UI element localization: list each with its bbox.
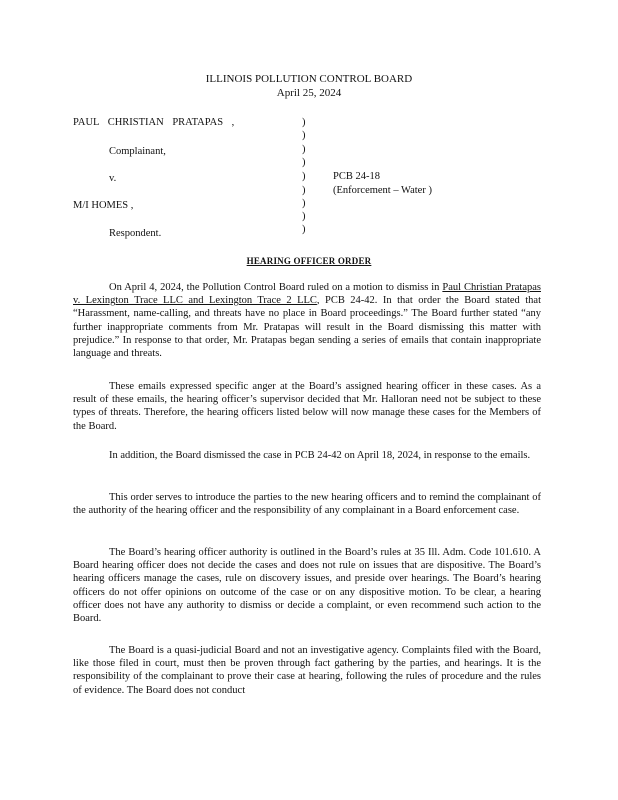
caption-paren: ) (302, 117, 306, 128)
versus-label: v. (109, 173, 117, 184)
agency-name: ILLINOIS POLLUTION CONTROL BOARD (205, 73, 413, 85)
order-title: HEARING OFFICER ORDER (246, 256, 372, 266)
caption-paren: ) (302, 185, 306, 196)
complainant-name: PAUL CHRISTIAN PRATAPAS , (73, 117, 235, 128)
paragraph-6: The Board is a quasi-judicial Board and not an investigative agency. Complaints filed with the Board, like those filed in court, must then be proven through fact gathering by the parties, and hearings. It is the responsibility of the complainant to prove their case at hearing, following the rules of procedure and the rules of evidence. The Board does not conduct (73, 645, 541, 696)
paragraph-5: The Board’s hearing officer authority is outlined in the Board’s rules at 35 Ill. Adm. Code 101.610. A Board hearing officer does not decide the cases and does not rule on issues that are dispositive. The Board’s hearing officers manage the cases, rule on discovery issues, and preside over hearings. The Board’s hearing officers do not offer opinions on outcome of the case or on any dispositive motion. To be clear, a hearing officer does not have any authority to dismiss or decide a complaint, or even recommend such action to the Board. (73, 547, 541, 625)
paragraph-2: These emails expressed specific anger at the Board’s assigned hearing officer in these cases. As a result of these emails, the hearing officer’s supervisor decided that Mr. Halloran need not be subject to these types of threats. Therefore, the hearing officers listed below will now manage these cases for the Members of the Board. (73, 381, 541, 432)
order-date: April 25, 2024 (276, 87, 342, 99)
case-citation: Paul Christian Pratapas v. Lexington Trace LLC and Lexington Trace 2 LLC (73, 282, 541, 307)
caption-paren: ) (302, 171, 306, 182)
case-number: PCB 24-18 (333, 171, 380, 182)
caption-paren: ) (302, 224, 306, 235)
paragraph-1: On April 4, 2024, the Pollution Control Board ruled on a motion to dismiss in Paul Christian Pratapas v. Lexington Trace LLC and Lexington Trace 2 LLC, PCB 24-42. In that order the Board stated that “Harassment, name-calling, and threats have no place in Board proceedings.” The Board further stated “any further inappropriate comments from Mr. Pratapas will result in the Board dismissing this matter with prejudice.” In response to that order, Mr. Pratapas began sending a series of emails that contain inappropriate language and threats. (73, 282, 542, 360)
respondent-role: Respondent. (109, 228, 162, 239)
caption-paren: ) (302, 211, 306, 222)
caption-paren: ) (302, 130, 306, 141)
caption-paren: ) (302, 198, 306, 209)
caption-paren: ) (302, 157, 306, 168)
paragraph-3: In addition, the Board dismissed the case in PCB 24-42 on April 18, 2024, in response to the emails. (109, 450, 531, 461)
case-type: (Enforcement – Water ) (333, 185, 432, 196)
caption-paren: ) (302, 144, 306, 155)
paragraph-4: This order serves to introduce the parties to the new hearing officers and to remind the complainant of the authority of the hearing officer and the responsibility of any complainant in a Board enforcement case. (73, 492, 541, 517)
complainant-role: Complainant, (109, 146, 166, 157)
respondent-name: M/I HOMES , (73, 200, 134, 211)
